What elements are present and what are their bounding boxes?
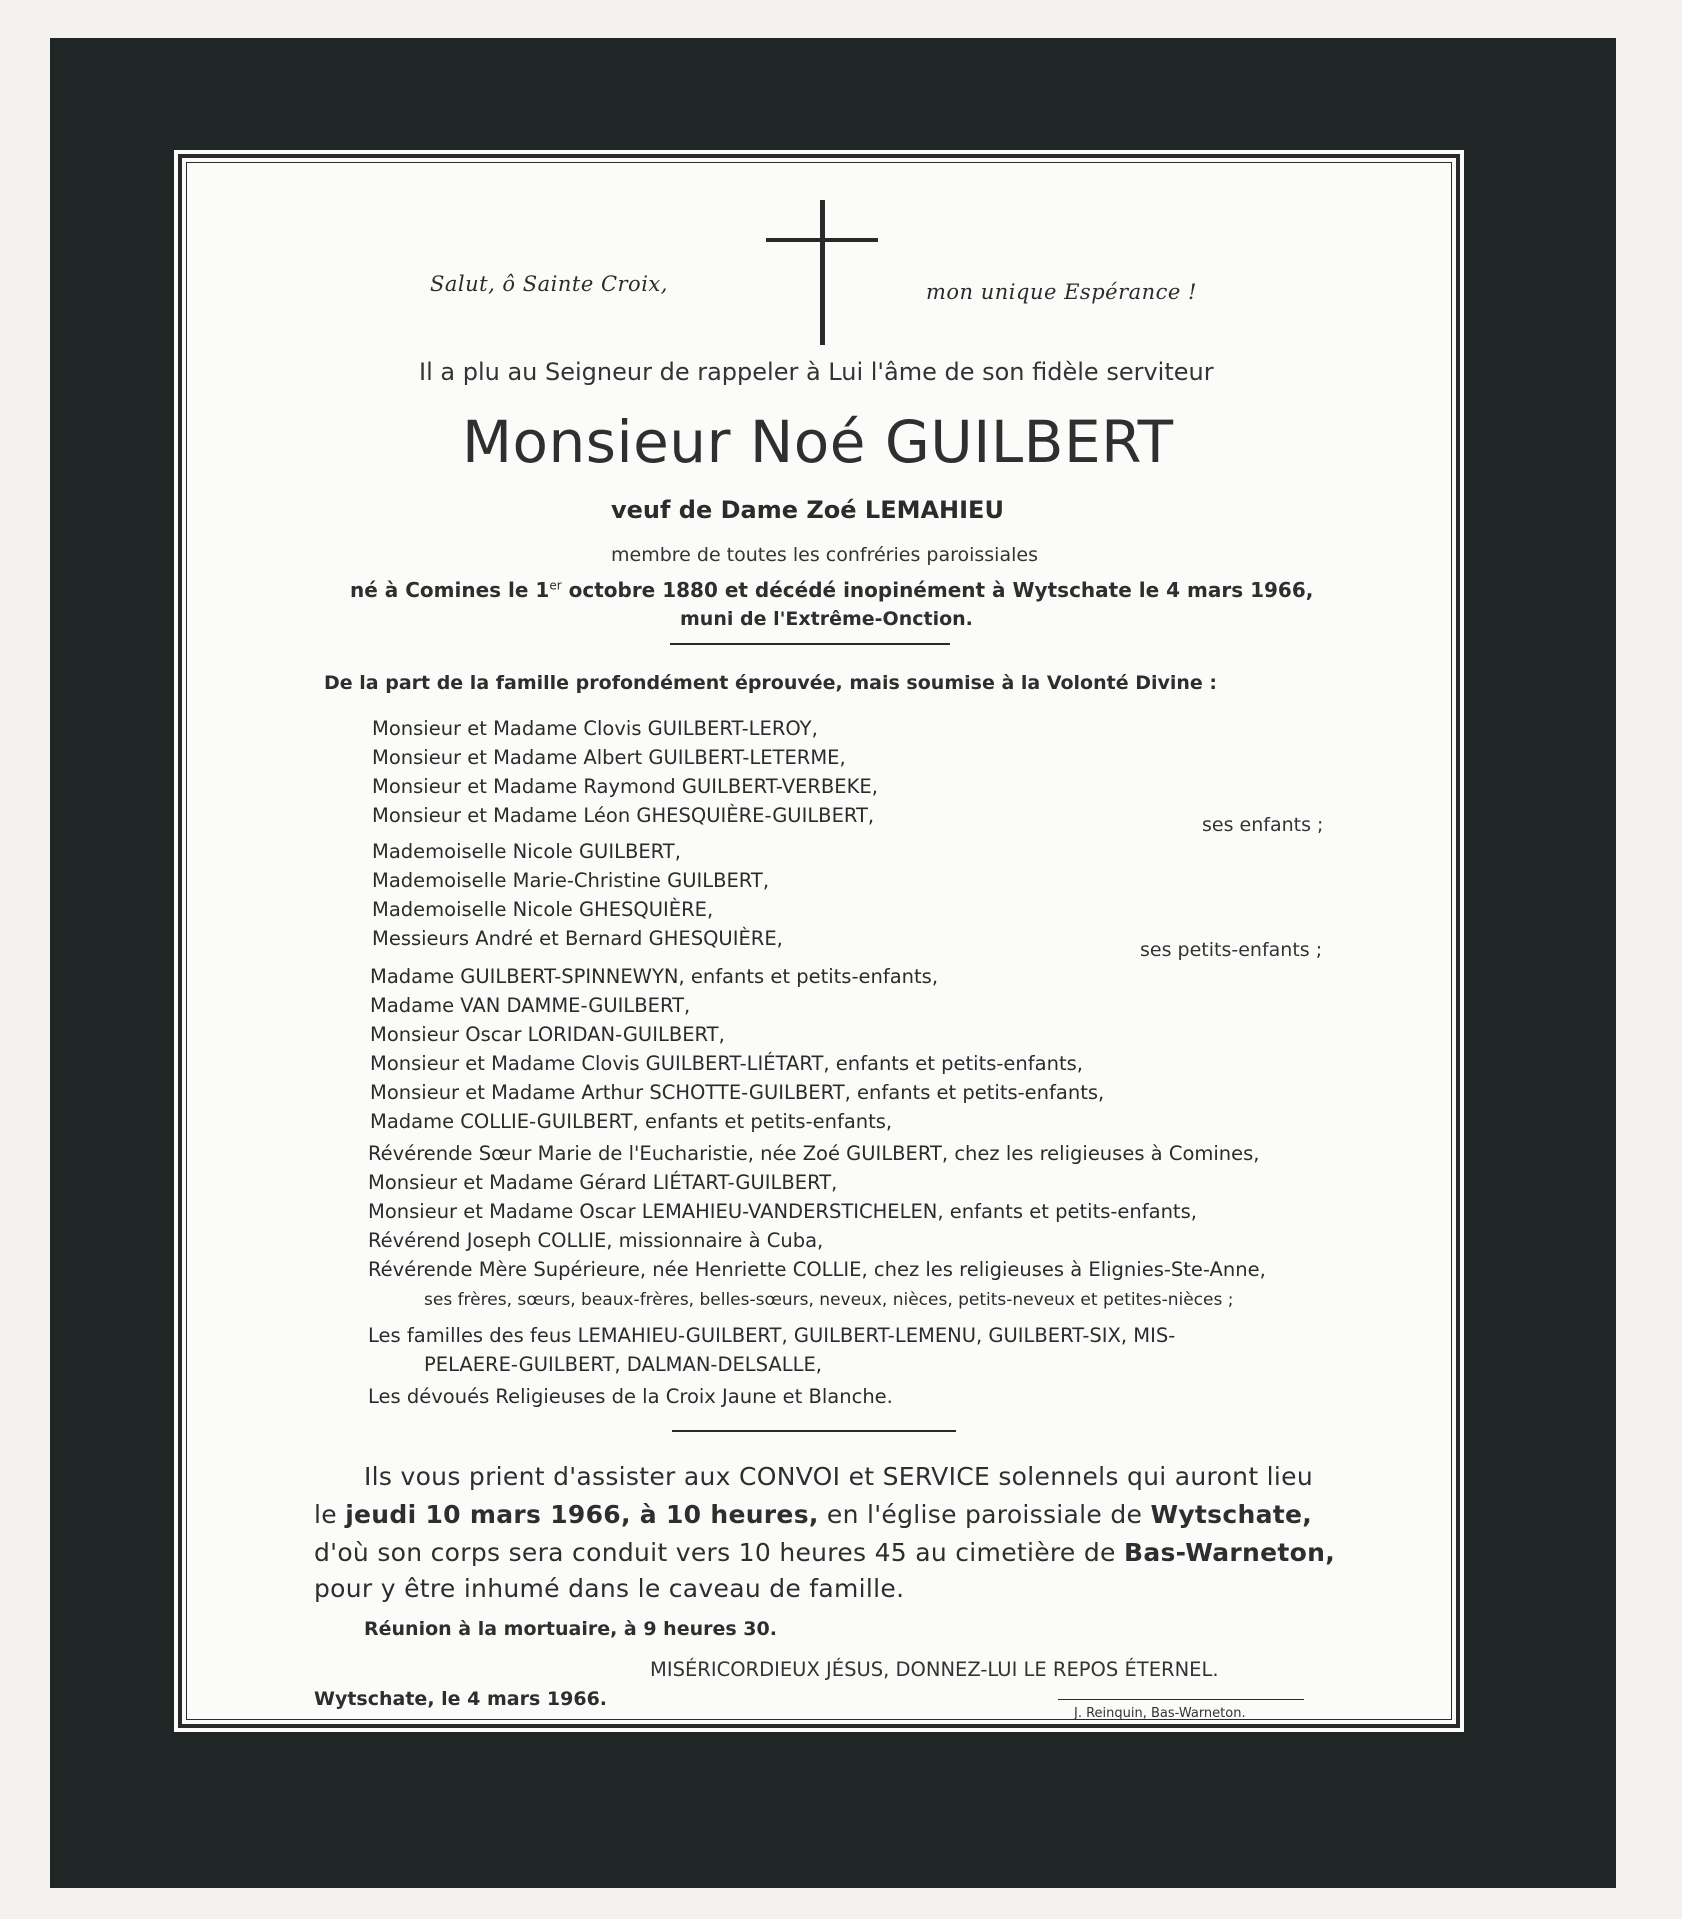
prayer-line: MISÉRICORDIEUX JÉSUS, DONNEZ-LUI LE REPOS ÉTERNEL. <box>650 1658 1219 1681</box>
family-line: Messieurs André et Bernard GHESQUIÈRE, <box>372 927 783 950</box>
families-line-2: PELAERE-GUILBERT, DALMAN-DELSALLE, <box>424 1353 822 1376</box>
family-line: Révérend Joseph COLLIE, missionnaire à Cuba, <box>368 1229 824 1252</box>
label-grandchildren: ses petits-enfants ; <box>1140 939 1323 961</box>
cross-icon-bar <box>766 238 878 242</box>
printer-rule <box>1058 1699 1304 1700</box>
family-line: Madame VAN DAMME-GUILBERT, <box>370 994 691 1017</box>
divider-top <box>670 643 950 645</box>
family-line: Mademoiselle Marie-Christine GUILBERT, <box>372 869 770 892</box>
families-line-1: Les familles des feus LEMAHIEU-GUILBERT, GUILBERT-LEMENU, GUILBERT-SIX, MIS- <box>368 1324 1176 1347</box>
sacrament-line: muni de l'Extrême-Onction. <box>680 608 973 630</box>
nuns-line: Les dévoués Religieuses de la Croix Jaune et Blanche. <box>368 1385 893 1408</box>
family-line: Monsieur et Madame Clovis GUILBERT-LEROY, <box>372 717 818 740</box>
widow-line: veuf de Dame Zoé LEMAHIEU <box>611 496 1004 524</box>
place-date: Wytschate, le 4 mars 1966. <box>314 1688 608 1710</box>
cross-icon <box>820 200 825 345</box>
motto-right: mon unique Espérance ! <box>926 280 1197 304</box>
label-children: ses enfants ; <box>1202 814 1324 836</box>
deceased-name: Monsieur Noé GUILBERT <box>462 408 1174 476</box>
divider-bottom <box>672 1430 956 1432</box>
family-line: Monsieur et Madame Gérard LIÉTART-GUILBERT, <box>368 1171 838 1194</box>
family-line: Madame COLLIE-GUILBERT, enfants et petits-enfants, <box>370 1110 893 1133</box>
family-line: Monsieur Oscar LORIDAN-GUILBERT, <box>370 1023 725 1046</box>
family-line: Madame GUILBERT-SPINNEWYN, enfants et petits-enfants, <box>370 965 939 988</box>
motto-left: Salut, ô Sainte Croix, <box>430 272 668 296</box>
reunion-line: Réunion à la mortuaire, à 9 heures 30. <box>364 1618 777 1640</box>
service-line-3: d'où son corps sera conduit vers 10 heures 45 au cimetière de Bas-Warneton, <box>314 1538 1335 1567</box>
family-line: Révérende Mère Supérieure, née Henriette COLLIE, chez les religieuses à Elignies-Ste-Anne, <box>368 1258 1266 1281</box>
funeral-notice-card <box>174 150 1464 1732</box>
birth-death-line: né à Comines le 1er octobre 1880 et décédé inopinément à Wytschate le 4 mars 1966, <box>350 578 1314 602</box>
service-line-2: le jeudi 10 mars 1966, à 10 heures, en l'église paroissiale de Wytschate, <box>314 1500 1313 1529</box>
printer-credit: J. Reinquin, Bas-Warneton. <box>1074 1706 1246 1721</box>
family-line: Monsieur et Madame Clovis GUILBERT-LIÉTART, enfants et petits-enfants, <box>370 1052 1083 1075</box>
family-line: Mademoiselle Nicole GUILBERT, <box>372 840 681 863</box>
family-heading: De la part de la famille profondément éprouvée, mais soumise à la Volonté Divine : <box>324 672 1218 694</box>
service-line-1: Ils vous prient d'assister aux CONVOI et SERVICE solennels qui auront lieu <box>364 1462 1313 1491</box>
family-line: Monsieur et Madame Raymond GUILBERT-VERBEKE, <box>372 775 878 798</box>
family-line: Mademoiselle Nicole GHESQUIÈRE, <box>372 898 714 921</box>
membership-line: membre de toutes les confréries paroissiales <box>611 544 1038 566</box>
family-line: Monsieur et Madame Oscar LEMAHIEU-VANDERSTICHELEN, enfants et petits-enfants, <box>368 1200 1197 1223</box>
intro-text: Il a plu au Seigneur de rappeler à Lui l'âme de son fidèle serviteur <box>419 358 1214 386</box>
siblings-line: ses frères, sœurs, beaux-frères, belles-sœurs, neveux, nièces, petits-neveux et petites-nièces ; <box>424 1290 1234 1310</box>
family-line: Révérende Sœur Marie de l'Eucharistie, née Zoé GUILBERT, chez les religieuses à Comines, <box>368 1142 1260 1165</box>
family-line: Monsieur et Madame Léon GHESQUIÈRE-GUILBERT, <box>372 804 875 827</box>
family-line: Monsieur et Madame Arthur SCHOTTE-GUILBERT, enfants et petits-enfants, <box>370 1081 1105 1104</box>
service-line-4: pour y être inhumé dans le caveau de famille. <box>314 1574 905 1603</box>
family-line: Monsieur et Madame Albert GUILBERT-LETERME, <box>372 746 846 769</box>
